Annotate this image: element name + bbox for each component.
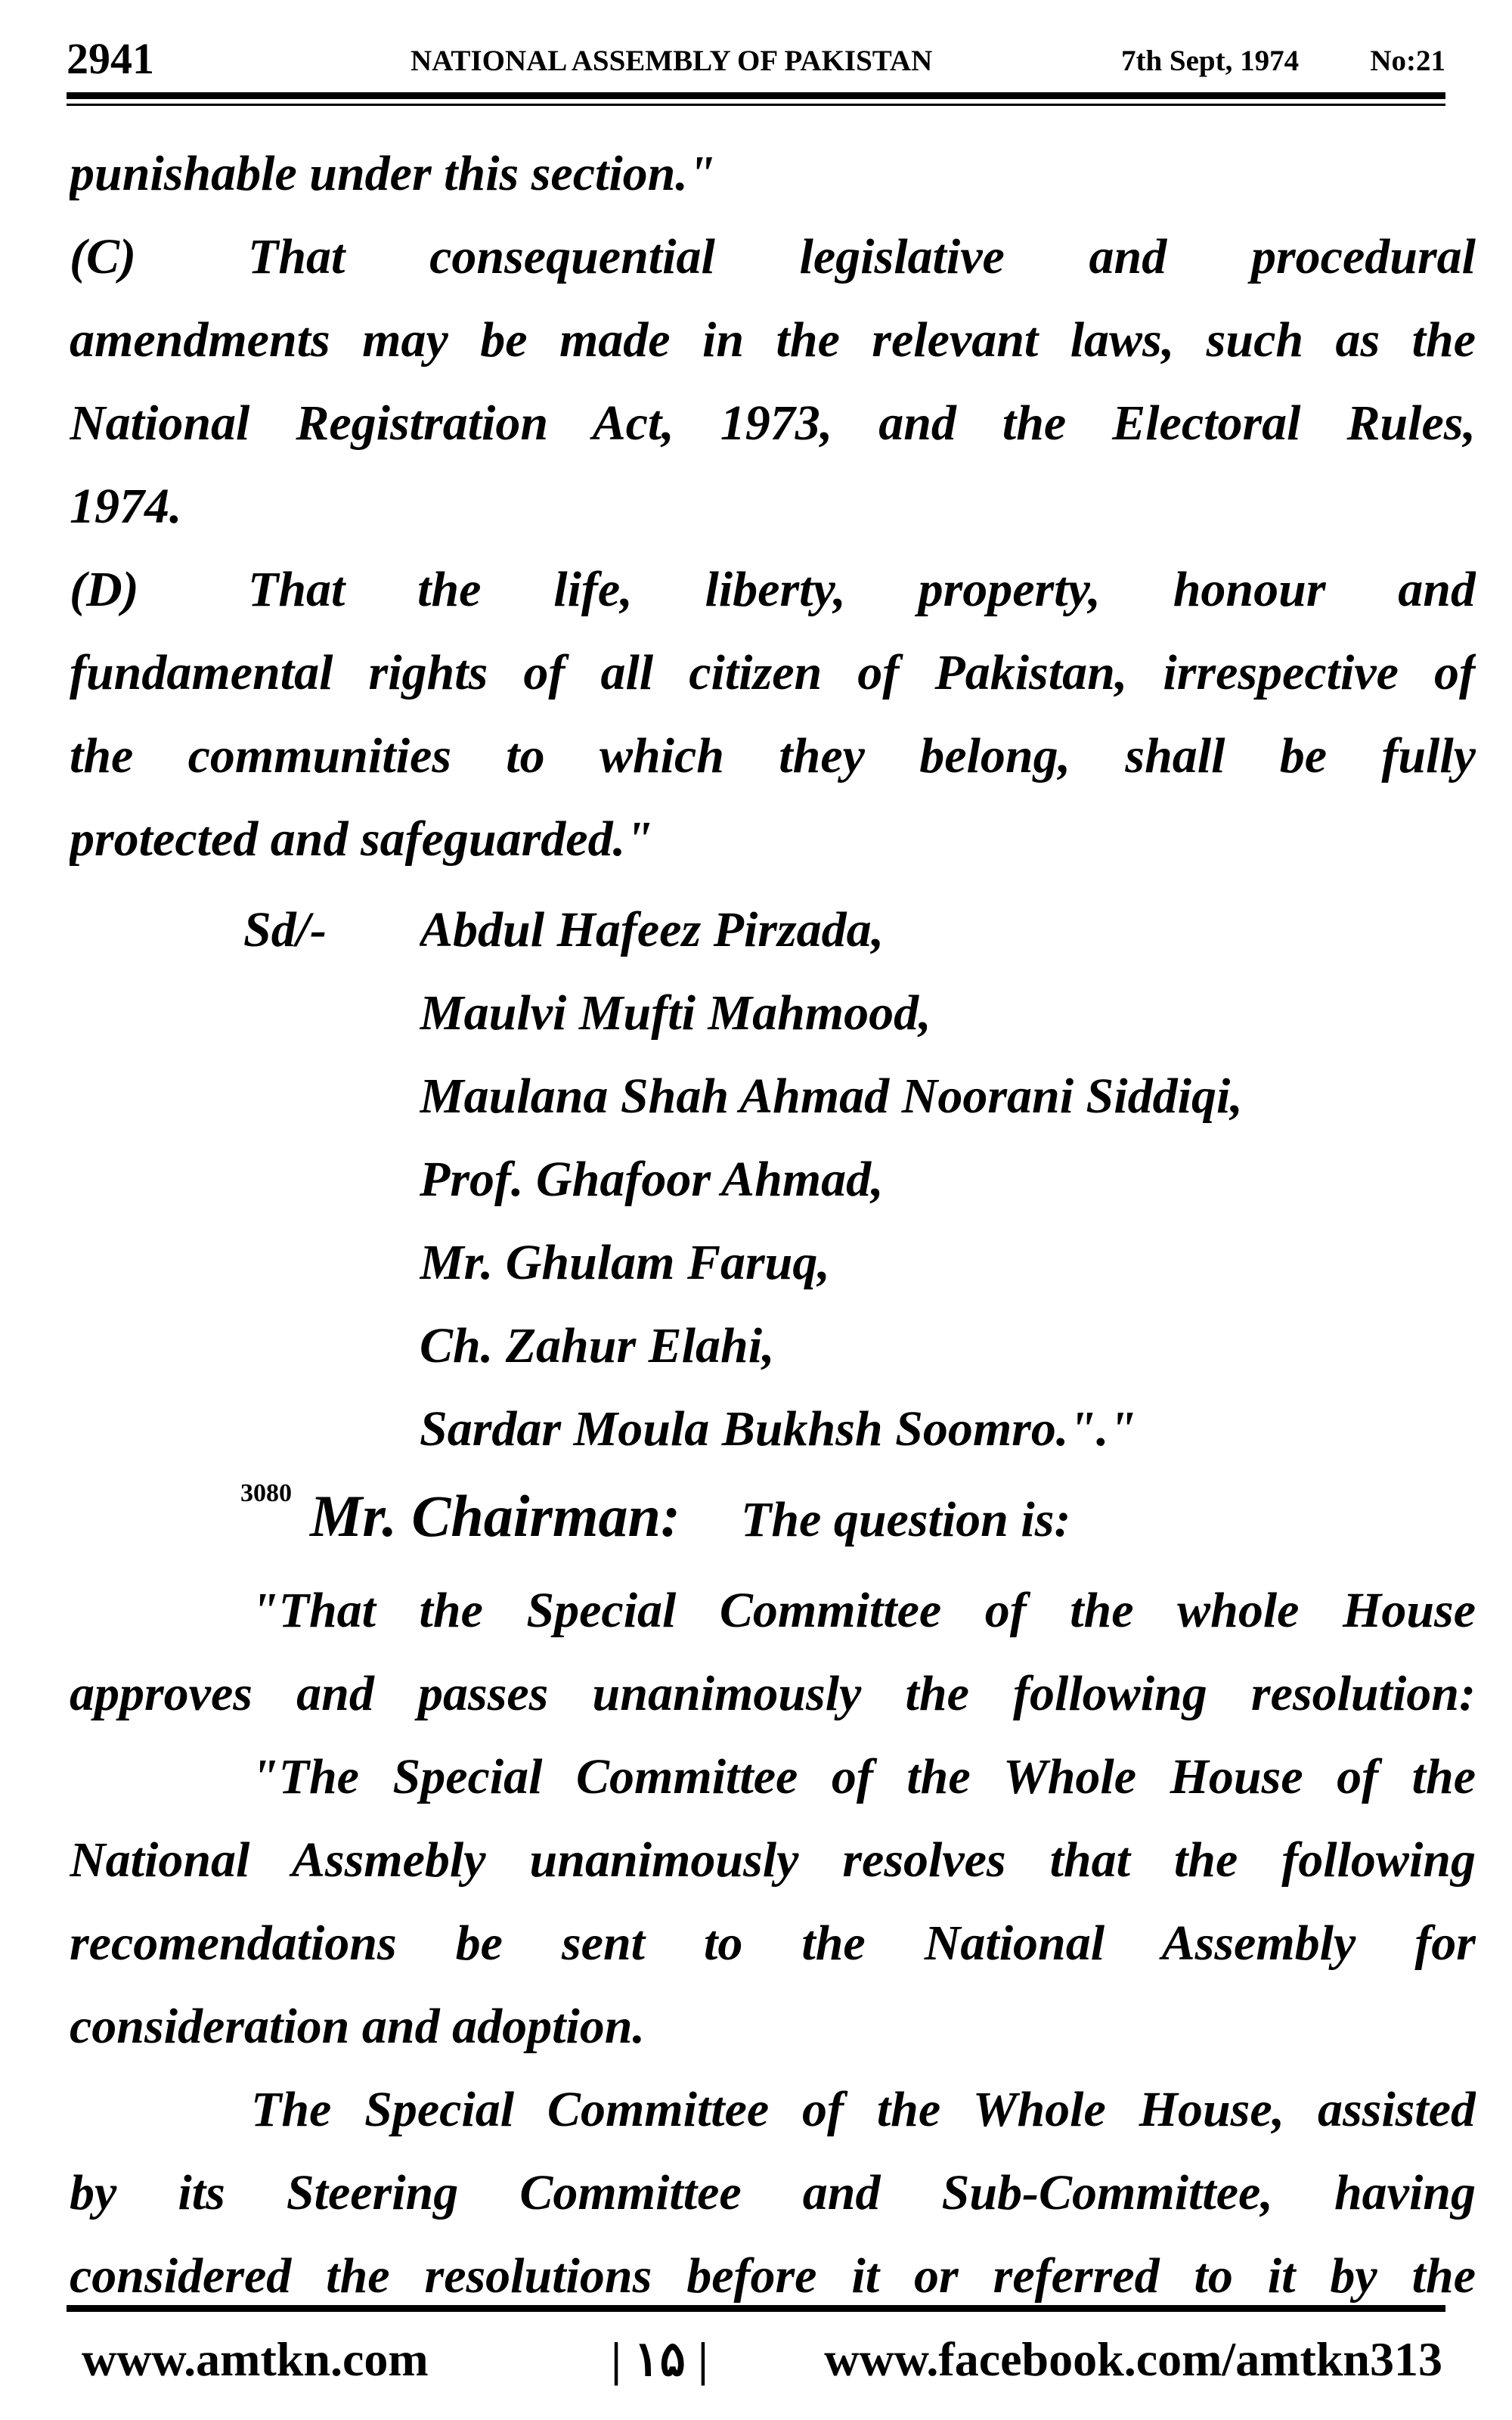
clause-label-d: (D) bbox=[70, 562, 139, 617]
body-line-5: 1974. bbox=[70, 479, 182, 534]
signature-label: Sd/- bbox=[243, 902, 327, 957]
chairman-statement bbox=[240, 1475, 1450, 1565]
body-line-18: approves and passes unanimously the following resolution: bbox=[70, 1666, 1476, 1721]
body-line-8: the communities to which they belong, shall be fully bbox=[70, 728, 1476, 783]
body-line-19: "The Special Committee of the Whole House of the bbox=[251, 1749, 1476, 1804]
body-line-25: considered the resolutions before it or referred to it by the bbox=[70, 2248, 1476, 2304]
clause-text-c: That consequential legislative and procedural bbox=[248, 229, 1476, 284]
page-header bbox=[67, 29, 1445, 89]
reference-superscript: 3080 bbox=[240, 1479, 292, 1507]
top-rule-thin bbox=[67, 104, 1445, 106]
signatory-name: Ch. Zahur Elahi, bbox=[420, 1318, 775, 1373]
body-line-21: recomendations be sent to the National Assembly for bbox=[70, 1916, 1476, 1971]
signatory-name: Prof. Ghafoor Ahmad, bbox=[420, 1152, 884, 1207]
chairman-question: The question is: bbox=[741, 1492, 1071, 1547]
facebook-link[interactable]: www.facebook.com/amtkn313 bbox=[824, 2332, 1442, 2386]
chairman-name: Mr. Chairman: bbox=[310, 1483, 680, 1549]
running-date: 7th Sept, 1974 bbox=[1121, 45, 1300, 77]
running-title: NATIONAL ASSEMBLY OF PAKISTAN bbox=[411, 45, 933, 77]
body-line-23: The Special Committee of the Whole House, assisted bbox=[251, 2082, 1476, 2137]
website-link[interactable]: www.amtkn.com bbox=[82, 2332, 429, 2386]
body-line-7: fundamental rights of all citizen of Pakistan, irrespective of bbox=[70, 645, 1476, 700]
signatory-name: Maulvi Mufti Mahmood, bbox=[420, 985, 931, 1041]
body-line-3: amendments may be made in the relevant laws, such as the bbox=[70, 312, 1476, 368]
page-footer bbox=[82, 2322, 1442, 2397]
resolution-d bbox=[70, 552, 1476, 628]
body-line-17: "That the Special Committee of the whole House bbox=[251, 1583, 1476, 1638]
top-rule bbox=[67, 92, 1445, 99]
body-line-9: protected and safeguarded." bbox=[70, 811, 653, 867]
page-number: 2941 bbox=[67, 34, 154, 83]
signatory-name: Maulana Shah Ahmad Noorani Siddiqi, bbox=[420, 1069, 1243, 1124]
clause-text-d: That the life, liberty, property, honour and bbox=[248, 562, 1476, 617]
resolution-c bbox=[70, 219, 1476, 295]
page-marker: | ۱۵ | bbox=[611, 2332, 708, 2386]
running-number: No:21 bbox=[1370, 45, 1445, 77]
clause-label-c: (C) bbox=[70, 229, 136, 284]
signatory-name: Mr. Ghulam Faruq, bbox=[420, 1235, 830, 1290]
body-line-4: National Registration Act, 1973, and the Electoral Rules, bbox=[70, 396, 1476, 451]
signatory-name: Sardar Moula Bukhsh Soomro."." bbox=[420, 1401, 1137, 1457]
body-line-24: by its Steering Committee and Sub-Committee, having bbox=[70, 2165, 1476, 2220]
signatory-name: Abdul Hafeez Pirzada, bbox=[420, 902, 885, 957]
body-line-20: National Assmebly unanimously resolves that the following bbox=[70, 1832, 1476, 1888]
body-line-22: consideration and adoption. bbox=[70, 1999, 645, 2054]
bottom-rule bbox=[67, 2305, 1445, 2312]
body-line-1: punishable under this section." bbox=[70, 146, 716, 201]
